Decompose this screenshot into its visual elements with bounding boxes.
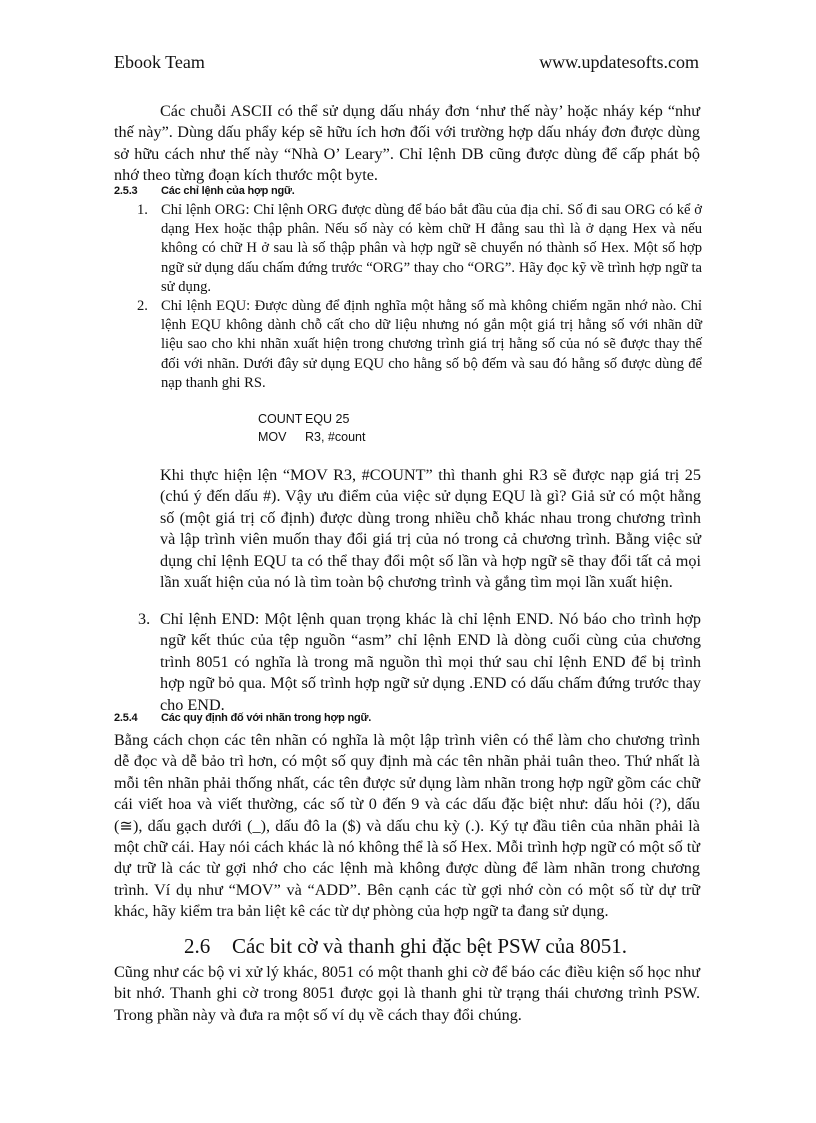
code-label: COUNT — [258, 412, 303, 426]
code-line — [258, 428, 365, 446]
header-right: www.updatesofts.com — [539, 52, 699, 72]
list-item-end — [138, 609, 701, 716]
section-2-6-heading — [184, 934, 627, 959]
intro-paragraph: Các chuỗi ASCII có thể sử dụng dấu nháy đơn ‘như thế này’ hoặc nháy kép “như thế này”. Dùng dấu phẩy kép sẽ hữu ích hơn đối với trường hợp dấu nháy đơn được dùng sở hữu cách như thế này “Nhà O’ Leary”. Chỉ lệnh DB cũng được dùng để cấp phát bộ nhớ theo từng đoạn kích thước một byte. — [114, 102, 700, 185]
list-item-text: Chỉ lệnh END: Một lệnh quan trọng khác là chỉ lệnh END. Nó báo cho trình hợp ngữ kết thúc của tệp nguồn “asm” chỉ lệnh END là dòng cuối cùng của chương trình 8051 có nghĩa là trong mã nguồn thì mọi thứ sau chỉ lệnh END để bị trình hợp ngữ bỏ qua. Một số trình hợp ngữ sử dụng .END có dấu chấm đứng trước thay cho END. — [160, 610, 701, 714]
section-title: Các quy định đố với nhãn trong hợp ngữ. — [161, 712, 372, 724]
section-number: 2.5.3 — [114, 185, 138, 197]
section-2-5-3-heading — [114, 185, 295, 197]
section-number: 2.6 — [184, 934, 211, 958]
list-marker: 3. — [138, 610, 151, 628]
section-2-5-4-heading — [114, 712, 371, 724]
code-label: MOV — [258, 430, 287, 444]
equ-explanation: Khi thực hiện lện “MOV R3, #COUNT” thì thanh ghi R3 sẽ được nạp giá trị 25 (chú ý đến dấu #). Vậy ưu điểm của việc sử dụng EQU là gì? Giả sử có một hằng số (một giá trị cố định) được dùng trong nhiều chỗ khác nhau trong chương trình và lập trình viên muốn thay đổi giá trị của nó trong cả chương trình. Bằng việc sử dụng chỉ lệnh EQU ta có thể thay đổi một số lần và hợp ngữ sẽ thay đổi tất cả mọi lần xuất hiện của nó là tìm toàn bộ chương trình và gắng tìm mọi lần xuất hiện. — [160, 466, 701, 592]
list-item-org — [137, 201, 702, 297]
code-example — [258, 410, 365, 446]
list-item-equ — [137, 297, 702, 393]
psw-paragraph: Cũng như các bộ vi xử lý khác, 8051 có một thanh ghi cờ để báo các điều kiện số học như bit nhớ. Thanh ghi cờ trong 8051 được gọi là thanh ghi từ trạng thái chương trình PSW. Trong phần này và đưa ra một số ví dụ về cách thay đổi chúng. — [114, 963, 700, 1024]
labels-paragraph: Bằng cách chọn các tên nhãn có nghĩa là một lập trình viên có thể làm cho chương trình dễ đọc và dễ bảo trì hơn, có một số quy định mà các tên nhãn phải tuân theo. Thứ nhất là mỗi tên nhãn phải thống nhất, các tên được sử dụng làm nhãn trong hợp ngữ gồm các chữ cái viết hoa và viết thường, các số từ 0 đến 9 và các dấu đặc biệt như: dấu hỏi (?), dấu (≅), dấu gạch dưới (_), dấu đô la ($) và dấu chu kỳ (.). Ký tự đầu tiên của nhãn phải là một chữ cái. Hay nói cách khác là nó không thể là số Hex. Mỗi trình hợp ngữ có một số từ dự trữ là các từ gợi nhớ cho các lệnh mà không được dùng để làm nhãn trong chương trình. Ví dụ như “MOV” và “ADD”. Bên cạnh các từ gợi nhớ còn có một số từ dự trữ khác, hãy kiểm tra bản liệt kê các từ dự phòng của hợp ngữ ta đang sử dụng. — [114, 731, 700, 921]
code-operand: R3, #count — [305, 430, 366, 444]
list-item-text: Chỉ lệnh EQU: Được dùng để định nghĩa một hằng số mà không chiếm ngăn nhớ nào. Chỉ lệnh EQU không dành chỗ cất cho dữ liệu nhưng nó gắn một giá trị hằng số với nhãn dữ liệu sao cho khi nhãn xuất hiện trong chương trình giá trị hằng số của nó sẽ được thay thế đối với nhãn. Dưới đây sử dụng EQU cho hằng số bộ đếm và sau đó hằng số được dùng để nạp thanh ghi RS. — [161, 298, 702, 391]
header-left: Ebook Team — [114, 52, 205, 72]
list-item-text: Chỉ lệnh ORG: Chỉ lệnh ORG được dùng để báo bắt đầu của địa chỉ. Số đi sau ORG có kể ở dạng Hex hoặc thập phân. Nếu số này có kèm chữ H đằng sau thì là ở dạng Hex và nếu không có chữ H ở sau là số thập phân và hợp ngữ sẽ chuyển nó thành số Hex. Một số hợp ngữ sử dụng dấu chấm đứng trước “ORG” thay cho “ORG”. Hãy đọc kỹ về trình hợp ngữ ta sử dụng. — [161, 202, 702, 295]
directives-list — [137, 201, 702, 393]
code-line — [258, 410, 365, 428]
list-marker: 2. — [137, 298, 148, 315]
section-number: 2.5.4 — [114, 712, 138, 724]
section-title: Các bit cờ và thanh ghi đặc bệt PSW của 8051. — [232, 934, 628, 958]
section-title: Các chỉ lệnh của hợp ngữ. — [161, 185, 295, 197]
list-marker: 1. — [137, 202, 148, 218]
code-operand: EQU 25 — [305, 412, 350, 426]
